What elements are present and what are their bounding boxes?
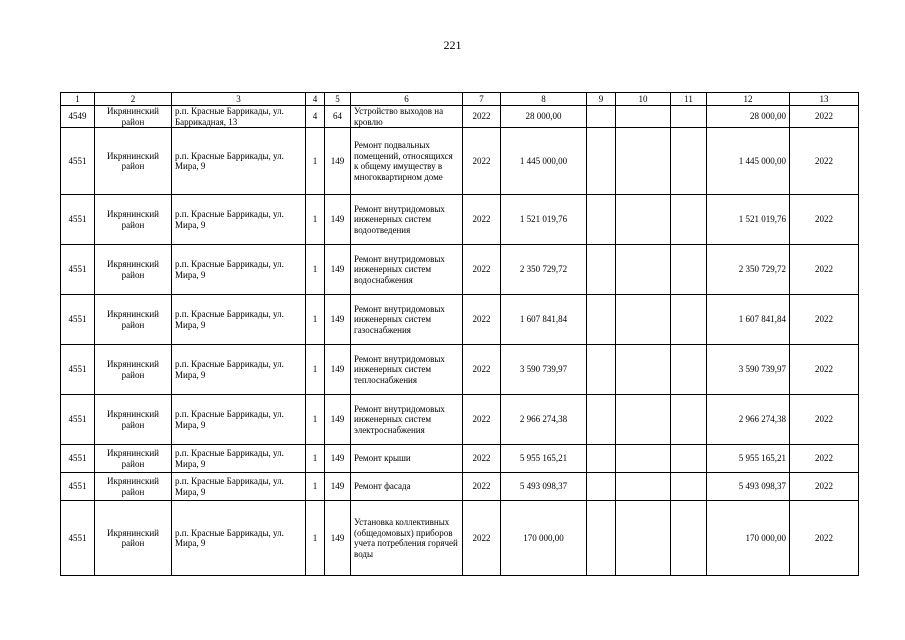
column-5-cell: 64 [325,106,351,128]
district-cell: Икрянинский район [95,128,172,195]
column-9-cell [587,245,616,295]
column-11-cell [671,245,707,295]
column-10-cell [616,106,671,128]
column-4-cell: 1 [306,245,325,295]
column-10-cell [616,501,671,576]
column-4-cell: 1 [306,445,325,473]
column-11-cell [671,195,707,245]
total-cost-cell: 1 445 000,00 [501,128,587,195]
column-11-cell [671,473,707,501]
table-body [61,106,859,576]
column-12-cost-cell: 5 493 098,37 [707,473,790,501]
address-cell: р.п. Красные Баррикады, ул. Мира, 9 [172,445,306,473]
column-9-cell [587,501,616,576]
column-11-cell [671,445,707,473]
column-11-cell [671,128,707,195]
address-cell: р.п. Красные Баррикады, ул. Мира, 9 [172,295,306,345]
row-number-cell: 4551 [61,445,95,473]
column-header-2: 2 [95,93,172,106]
address-cell: р.п. Красные Баррикады, ул. Мира, 9 [172,128,306,195]
district-cell: Икрянинский район [95,345,172,395]
row-number-cell: 4551 [61,395,95,445]
table-row [61,473,859,501]
year-cell: 2022 [463,128,501,195]
column-5-cell: 149 [325,128,351,195]
column-9-cell [587,345,616,395]
total-cost-cell: 170 000,00 [501,501,587,576]
address-cell: р.п. Красные Баррикады, ул. Мира, 9 [172,195,306,245]
column-header-10: 10 [616,93,671,106]
column-13-year-cell: 2022 [790,473,859,501]
column-11-cell [671,395,707,445]
column-header-8: 8 [501,93,587,106]
column-11-cell [671,501,707,576]
address-cell: р.п. Красные Баррикады, ул. Мира, 9 [172,473,306,501]
table-row [61,245,859,295]
column-10-cell [616,345,671,395]
year-cell: 2022 [463,473,501,501]
district-cell: Икрянинский район [95,501,172,576]
column-4-cell: 1 [306,395,325,445]
column-5-cell: 149 [325,445,351,473]
column-4-cell: 1 [306,345,325,395]
repair-schedule-table [60,92,859,576]
column-4-cell: 4 [306,106,325,128]
column-12-cost-cell: 5 955 165,21 [707,445,790,473]
column-13-year-cell: 2022 [790,128,859,195]
column-header-12: 12 [707,93,790,106]
district-cell: Икрянинский район [95,195,172,245]
work-type-cell: Ремонт внутридомовых инженерных систем газоснабжения [351,295,463,345]
address-cell: р.п. Красные Баррикады, ул. Мира, 9 [172,345,306,395]
total-cost-cell: 1 521 019,76 [501,195,587,245]
year-cell: 2022 [463,501,501,576]
table-row [61,345,859,395]
column-13-year-cell: 2022 [790,345,859,395]
year-cell: 2022 [463,295,501,345]
work-type-cell: Ремонт внутридомовых инженерных систем водоотведения [351,195,463,245]
column-12-cost-cell: 2 966 274,38 [707,395,790,445]
column-5-cell: 149 [325,295,351,345]
column-10-cell [616,195,671,245]
column-10-cell [616,473,671,501]
column-9-cell [587,295,616,345]
work-type-cell: Ремонт внутридомовых инженерных систем теплоснабжения [351,345,463,395]
table-row [61,445,859,473]
district-cell: Икрянинский район [95,245,172,295]
column-12-cost-cell: 1 607 841,84 [707,295,790,345]
row-number-cell: 4551 [61,295,95,345]
column-4-cell: 1 [306,295,325,345]
column-11-cell [671,106,707,128]
column-9-cell [587,473,616,501]
column-12-cost-cell: 170 000,00 [707,501,790,576]
column-11-cell [671,345,707,395]
table-row [61,295,859,345]
column-13-year-cell: 2022 [790,245,859,295]
column-12-cost-cell: 1 521 019,76 [707,195,790,245]
work-type-cell: Ремонт фасада [351,473,463,501]
table-row [61,195,859,245]
total-cost-cell: 5 955 165,21 [501,445,587,473]
column-4-cell: 1 [306,473,325,501]
column-13-year-cell: 2022 [790,106,859,128]
work-type-cell: Ремонт подвальных помещений, относящихся к общему имуществу в многоквартирном доме [351,128,463,195]
table-row [61,395,859,445]
column-12-cost-cell: 3 590 739,97 [707,345,790,395]
column-12-cost-cell: 1 445 000,00 [707,128,790,195]
row-number-cell: 4551 [61,345,95,395]
work-type-cell: Устройство выходов на кровлю [351,106,463,128]
district-cell: Икрянинский район [95,395,172,445]
total-cost-cell: 28 000,00 [501,106,587,128]
row-number-cell: 4551 [61,128,95,195]
work-type-cell: Установка коллективных (общедомовых) приборов учета потребления горячей воды [351,501,463,576]
column-13-year-cell: 2022 [790,295,859,345]
column-9-cell [587,395,616,445]
address-cell: р.п. Красные Баррикады, ул. Баррикадная, 13 [172,106,306,128]
row-number-cell: 4551 [61,501,95,576]
row-number-cell: 4549 [61,106,95,128]
address-cell: р.п. Красные Баррикады, ул. Мира, 9 [172,395,306,445]
column-4-cell: 1 [306,195,325,245]
column-5-cell: 149 [325,395,351,445]
page-number: 221 [443,38,462,52]
column-10-cell [616,128,671,195]
column-9-cell [587,195,616,245]
column-13-year-cell: 2022 [790,445,859,473]
column-9-cell [587,445,616,473]
column-5-cell: 149 [325,501,351,576]
column-5-cell: 149 [325,345,351,395]
table-row [61,128,859,195]
district-cell: Икрянинский район [95,295,172,345]
total-cost-cell: 2 350 729,72 [501,245,587,295]
district-cell: Икрянинский район [95,106,172,128]
column-4-cell: 1 [306,128,325,195]
column-header-4: 4 [306,93,325,106]
year-cell: 2022 [463,445,501,473]
column-10-cell [616,395,671,445]
column-13-year-cell: 2022 [790,501,859,576]
column-header-11: 11 [671,93,707,106]
work-type-cell: Ремонт крыши [351,445,463,473]
work-type-cell: Ремонт внутридомовых инженерных систем водоснабжения [351,245,463,295]
column-10-cell [616,245,671,295]
year-cell: 2022 [463,345,501,395]
work-type-cell: Ремонт внутридомовых инженерных систем электроснабжения [351,395,463,445]
row-number-cell: 4551 [61,245,95,295]
address-cell: р.п. Красные Баррикады, ул. Мира, 9 [172,245,306,295]
table-row [61,106,859,128]
column-4-cell: 1 [306,501,325,576]
total-cost-cell: 2 966 274,38 [501,395,587,445]
column-10-cell [616,295,671,345]
address-cell: р.п. Красные Баррикады, ул. Мира, 9 [172,501,306,576]
year-cell: 2022 [463,195,501,245]
row-number-cell: 4551 [61,195,95,245]
column-5-cell: 149 [325,245,351,295]
column-5-cell: 149 [325,195,351,245]
column-9-cell [587,128,616,195]
column-header-5: 5 [325,93,351,106]
column-12-cost-cell: 28 000,00 [707,106,790,128]
column-header-6: 6 [351,93,463,106]
column-10-cell [616,445,671,473]
total-cost-cell: 3 590 739,97 [501,345,587,395]
table-row [61,501,859,576]
column-number-row [61,93,859,106]
total-cost-cell: 5 493 098,37 [501,473,587,501]
column-header-1: 1 [61,93,95,106]
year-cell: 2022 [463,395,501,445]
column-header-7: 7 [463,93,501,106]
column-header-3: 3 [172,93,306,106]
total-cost-cell: 1 607 841,84 [501,295,587,345]
row-number-cell: 4551 [61,473,95,501]
district-cell: Икрянинский район [95,445,172,473]
column-5-cell: 149 [325,473,351,501]
column-12-cost-cell: 2 350 729,72 [707,245,790,295]
column-11-cell [671,295,707,345]
year-cell: 2022 [463,245,501,295]
column-13-year-cell: 2022 [790,195,859,245]
column-header-9: 9 [587,93,616,106]
column-13-year-cell: 2022 [790,395,859,445]
district-cell: Икрянинский район [95,473,172,501]
column-header-13: 13 [790,93,859,106]
year-cell: 2022 [463,106,501,128]
column-9-cell [587,106,616,128]
